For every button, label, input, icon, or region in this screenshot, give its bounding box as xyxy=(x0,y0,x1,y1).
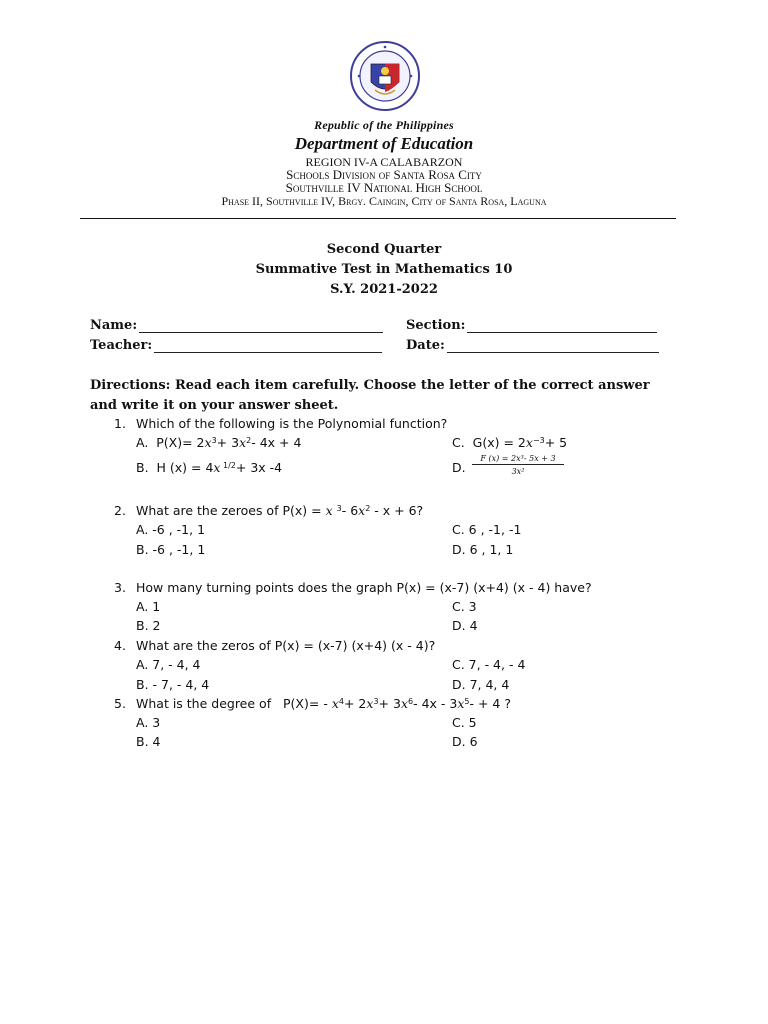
choice-a: A. 7, - 4, 4 xyxy=(136,657,201,672)
choice-d: D. 6 , 1, 1 xyxy=(452,542,514,557)
choice-b: B. - 7, - 4, 4 xyxy=(136,677,210,692)
question-text: Which of the following is the Polynomial function? xyxy=(136,416,448,431)
choice-b: B. -6 , -1, 1 xyxy=(136,542,206,557)
header-divider xyxy=(80,218,676,219)
question-number: 3. xyxy=(114,580,126,595)
date-blank[interactable] xyxy=(447,340,659,353)
quarter-title: Second Quarter xyxy=(326,242,442,257)
name-field[interactable] xyxy=(90,318,383,333)
republic-heading: Republic of the Philippines xyxy=(314,118,454,132)
choice-d: D. 6 xyxy=(452,734,478,749)
choice-b: B. 2 xyxy=(136,618,161,633)
date-label: Date: xyxy=(406,338,445,353)
directions-text: Directions: Read each item carefully. Choose the letter of the correct answer and write it on your answer sheet. xyxy=(90,378,650,413)
date-field[interactable] xyxy=(406,338,659,353)
choice-c: C. 5 xyxy=(452,715,477,730)
test-title: Summative Test in Mathematics 10 xyxy=(255,262,513,277)
question-number: 1. xyxy=(114,416,126,431)
choice-c: C. $G(x) = 2x^{-3}+ 5$ xyxy=(452,435,568,450)
school-year: S.Y. 2021-2022 xyxy=(330,282,438,297)
choice-d: D. 7, 4, 4 xyxy=(452,677,510,692)
question-text: How many turning points does the graph P(x) = (x-7) (x+4) (x - 4) have? xyxy=(136,580,592,595)
choice-c: C. 3 xyxy=(452,599,477,614)
question-number: 2. xyxy=(114,503,126,518)
teacher-field[interactable] xyxy=(90,338,382,353)
choice-b: B. 4 xyxy=(136,734,161,749)
teacher-label: Teacher: xyxy=(90,338,153,353)
question-number: 5. xyxy=(114,696,126,711)
school-line: Southville IV National High School xyxy=(285,180,483,195)
deped-seal-logo xyxy=(349,40,421,112)
choice-c: C. 6 , -1, -1 xyxy=(452,522,522,537)
choice-c: C. 7, - 4, - 4 xyxy=(452,657,526,672)
region-line: REGION IV-A CALABARZON xyxy=(305,155,463,169)
choice-d: D. xyxy=(452,460,466,475)
question-text: What are the zeros of P(x) = (x-7) (x+4) (x - 4)? xyxy=(136,638,436,653)
address-line: Phase II, Southville IV, Brgy. Caingin, City of Santa Rosa, Laguna xyxy=(221,194,547,208)
name-label: Name: xyxy=(90,318,138,333)
choice-a: A. 1 xyxy=(136,599,161,614)
question-number: 4. xyxy=(114,638,126,653)
question-text: What are the zeroes of P(x) = x $^3$- $6x^2 - x + 6$? xyxy=(136,503,424,518)
section-blank[interactable] xyxy=(467,320,657,333)
section-label: Section: xyxy=(406,318,466,333)
teacher-blank[interactable] xyxy=(154,340,382,353)
question-text: What is the degree of $P(X)= - x^4+ 2x^3+ 3x^6-$ $4x - 3x^5- + 4$ ? xyxy=(136,696,511,711)
choice-a: A. $P(X)= 2x^3+ 3x^2-$ 4x + 4 xyxy=(136,435,302,450)
choice-d-fraction: $\frac{\text{F (x) = 2x³- 5x + 3}}{\text{3x²}}$ xyxy=(472,454,564,476)
division-line: Schools Division of Santa Rosa City xyxy=(286,167,482,182)
department-heading: Department of Education xyxy=(294,134,474,153)
choice-d: D. 4 xyxy=(452,618,478,633)
choice-a: A. 3 xyxy=(136,715,161,730)
section-field[interactable] xyxy=(406,318,657,333)
choice-b: B. H (x) = 4x $^{1/2}$+ 3x -4 xyxy=(136,460,283,475)
choice-a: A. -6 , -1, 1 xyxy=(136,522,206,537)
name-blank[interactable] xyxy=(139,320,383,333)
